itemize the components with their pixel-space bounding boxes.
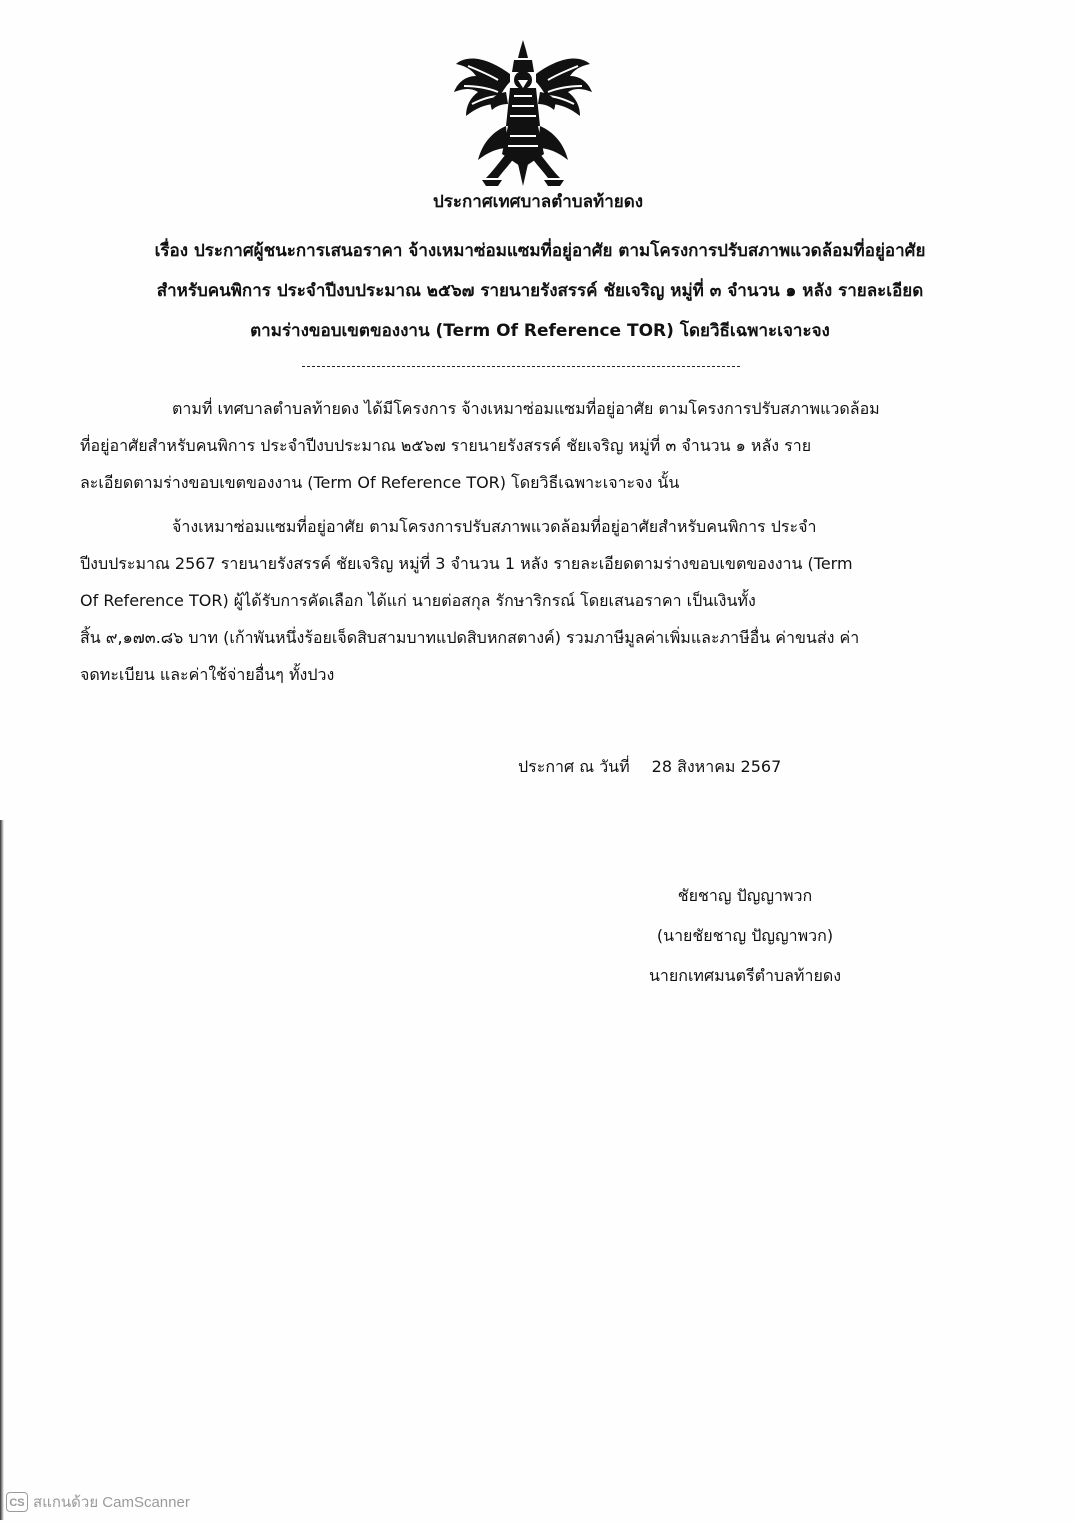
signature-block bbox=[600, 876, 890, 996]
subject-line: ตามร่างขอบเขตของงาน (Term Of Reference TOR) โดยวิธีเฉพาะเจาะจง bbox=[250, 321, 830, 341]
date-label: ประกาศ ณ วันที่ bbox=[518, 757, 630, 776]
signer-position: นายกเทศมนตรีตำบลท้ายดง bbox=[648, 966, 842, 985]
camscanner-watermark bbox=[6, 1490, 190, 1514]
paragraph-line: ที่อยู่อาศัยสำหรับคนพิการ ประจำปีงบประมาณ ๒๕๖๗ รายนายรังสรรค์ ชัยเจริญ หมู่ที่ ๓ จำนวน ๑ หลัง ราย bbox=[80, 436, 812, 455]
paragraph-award bbox=[80, 508, 1000, 693]
paragraph-line: สิ้น ๙,๑๗๓.๘๖ บาท (เก้าพันหนึ่งร้อยเจ็ดสิบสามบาทแปดสิบหกสตางค์) รวมภาษีมูลค่าเพิ่มและภาษีอื่น ค่าขนส่ง ค่า bbox=[80, 628, 860, 647]
garuda-emblem-icon bbox=[448, 36, 598, 188]
scan-edge-shadow bbox=[0, 820, 4, 1520]
subject-line: เรื่อง ประกาศผู้ชนะการเสนอราคา จ้างเหมาซ่อมแซมที่อยู่อาศัย ตามโครงการปรับสภาพแวดล้อมที่อยู่อาศัย bbox=[154, 241, 926, 261]
date-value: 28 สิงหาคม 2567 bbox=[651, 757, 782, 776]
announcement-date bbox=[518, 754, 781, 780]
subject-line: สำหรับคนพิการ ประจำปีงบประมาณ ๒๕๖๗ รายนายรังสรรค์ ชัยเจริญ หมู่ที่ ๓ จำนวน ๑ หลัง รายละเอียด bbox=[156, 281, 924, 301]
announcement-subject bbox=[80, 231, 1000, 351]
paragraph-line: ปีงบประมาณ 2567 รายนายรังสรรค์ ชัยเจริญ หมู่ที่ 3 จำนวน 1 หลัง รายละเอียดตามร่างขอบเขตของงาน (Term bbox=[80, 554, 853, 573]
paragraph-line: จ้างเหมาซ่อมแซมที่อยู่อาศัย ตามโครงการปรับสภาพแวดล้อมที่อยู่อาศัยสำหรับคนพิการ ประจำ bbox=[172, 517, 817, 536]
watermark-text: สแกนด้วย CamScanner bbox=[33, 1494, 190, 1511]
signer-full-name: (นายชัยชาญ ปัญญาพวก) bbox=[656, 926, 834, 945]
paragraph-background bbox=[80, 390, 1000, 501]
announcement-title: ประกาศเทศบาลตำบลท้ายดง bbox=[432, 192, 644, 212]
paragraph-line: จดทะเบียน และค่าใช้จ่ายอื่นๆ ทั้งปวง bbox=[80, 665, 335, 684]
signed-name: ชัยชาญ ปัญญาพวก bbox=[677, 886, 813, 905]
divider-line bbox=[302, 366, 740, 367]
paragraph-line: ละเอียดตามร่างขอบเขตของงาน (Term Of Reference TOR) โดยวิธีเฉพาะเจาะจง นั้น bbox=[80, 473, 680, 492]
camscanner-logo-icon: CS bbox=[6, 1492, 28, 1512]
paragraph-line: Of Reference TOR) ผู้ได้รับการคัดเลือก ได้แก่ นายต่อสกุล รักษาริกรณ์ โดยเสนอราคา เป็นเงินทั้ง bbox=[80, 591, 756, 610]
paragraph-line: ตามที่ เทศบาลตำบลท้ายดง ได้มีโครงการ จ้างเหมาซ่อมแซมที่อยู่อาศัย ตามโครงการปรับสภาพแวดล้อม bbox=[172, 399, 880, 418]
